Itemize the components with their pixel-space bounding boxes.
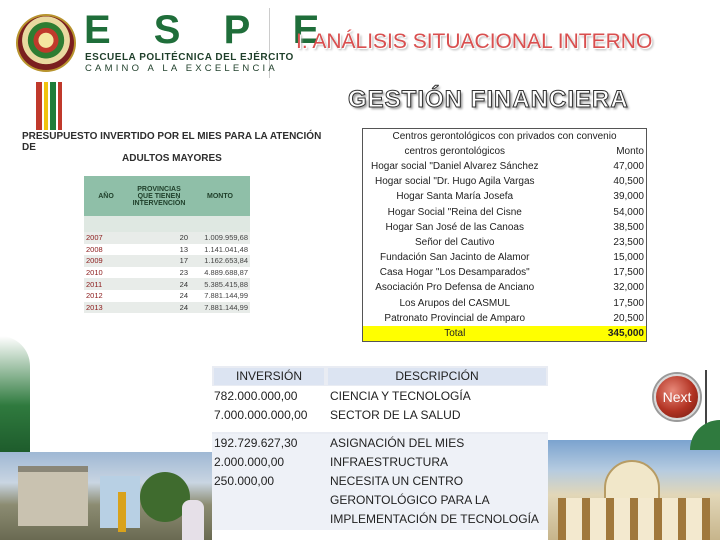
table-row bbox=[363, 204, 647, 219]
budget-title-line1: PRESUPUESTO INVERTIDO POR EL MIES PARA LA ATENCIÓN DE bbox=[22, 131, 322, 153]
flag-shape bbox=[118, 492, 126, 532]
centers-title-row bbox=[363, 129, 647, 144]
table-row bbox=[84, 232, 250, 244]
table-row bbox=[363, 311, 647, 326]
center-name: Los Arupos del CASMUL bbox=[399, 297, 511, 309]
center-amount: 54,000 bbox=[613, 206, 644, 218]
table-row bbox=[363, 235, 647, 250]
table-row bbox=[84, 267, 250, 279]
centers-total-value: 345,000 bbox=[547, 326, 647, 341]
budget-title bbox=[22, 131, 322, 164]
budget-amount: 5.385.415,88 bbox=[190, 278, 250, 290]
campus-photo bbox=[0, 452, 212, 540]
investment-amount: 2.000.000,00 bbox=[214, 455, 285, 469]
centers-header-name: centros gerontológicos bbox=[404, 145, 506, 157]
investment-description: CIENCIA Y TECNOLOGÍA bbox=[330, 389, 471, 403]
table-row bbox=[363, 265, 647, 280]
budget-provinces: 24 bbox=[128, 290, 190, 302]
centers-title: Centros gerontológicos con privados con convenio bbox=[392, 130, 617, 142]
investment-amount: 192.729.627,30 bbox=[214, 436, 298, 450]
budget-year: 2013 bbox=[84, 302, 128, 314]
table-row bbox=[363, 250, 647, 265]
investment-description: ASIGNACIÓN DEL MIES bbox=[330, 436, 465, 450]
budget-provinces: 20 bbox=[128, 232, 190, 244]
table-row bbox=[363, 189, 647, 204]
budget-header-year: AÑO bbox=[84, 176, 128, 216]
centers-header-row bbox=[363, 144, 647, 159]
center-amount: 17,500 bbox=[613, 297, 644, 309]
table-row bbox=[363, 220, 647, 235]
center-name: Hogar social "Daniel Alvarez Sánchez bbox=[370, 160, 539, 172]
investment-block-a bbox=[212, 386, 548, 432]
budget-year: 2007 bbox=[84, 232, 128, 244]
investment-description: GERONTOLÓGICO PARA LA bbox=[330, 493, 490, 507]
budget-year: 2008 bbox=[84, 244, 128, 256]
budget-provinces: 24 bbox=[128, 278, 190, 290]
espe-logo-name: ESCUELA POLITÉCNICA DEL EJÉRCITO bbox=[85, 52, 294, 63]
investment-description: SECTOR DE LA SALUD bbox=[330, 408, 461, 422]
table-row bbox=[363, 280, 647, 295]
table-row bbox=[363, 296, 647, 311]
center-amount: 32,000 bbox=[613, 282, 644, 294]
next-button[interactable] bbox=[654, 374, 700, 420]
center-amount: 38,500 bbox=[613, 221, 644, 233]
centers-table bbox=[362, 128, 647, 342]
building-shape bbox=[18, 466, 88, 526]
center-name: Casa Hogar "Los Desamparados" bbox=[379, 267, 530, 279]
investment-description: NECESITA UN CENTRO bbox=[330, 474, 464, 488]
decorative-swoosh bbox=[690, 420, 720, 450]
budget-provinces: 23 bbox=[128, 267, 190, 279]
investment-header-amount: INVERSIÓN bbox=[214, 368, 324, 385]
budget-provinces: 13 bbox=[128, 244, 190, 256]
table-spacer-row bbox=[84, 216, 250, 232]
budget-year: 2011 bbox=[84, 278, 128, 290]
budget-year: 2012 bbox=[84, 290, 128, 302]
person-shape bbox=[182, 500, 204, 540]
arches-shape bbox=[558, 498, 710, 540]
center-name: Fundación San Jacinto de Alamor bbox=[379, 252, 530, 264]
centers-header-amount: Monto bbox=[616, 145, 644, 157]
budget-amount: 1.141.041,48 bbox=[190, 244, 250, 256]
investment-header-description: DESCRIPCIÓN bbox=[328, 368, 546, 385]
espe-logo-letters: E S P E bbox=[84, 8, 336, 52]
center-name: Hogar social "Dr. Hugo Agila Vargas bbox=[374, 176, 535, 188]
budget-amount: 1.162.653,84 bbox=[190, 255, 250, 267]
decorative-stripe bbox=[36, 82, 42, 130]
decorative-stripe bbox=[58, 82, 62, 130]
center-name: Patronato Provincial de Amparo bbox=[384, 312, 526, 324]
decorative-stripe bbox=[50, 82, 56, 130]
budget-year: 2010 bbox=[84, 267, 128, 279]
investment-amount: 250.000,00 bbox=[214, 474, 275, 488]
slide-subtitle: GESTIÓN FINANCIERA bbox=[348, 86, 629, 113]
espe-seal-icon bbox=[16, 14, 76, 72]
budget-provinces: 17 bbox=[128, 255, 190, 267]
budget-table bbox=[84, 176, 250, 313]
center-name: Hogar Santa María Josefa bbox=[396, 191, 514, 203]
center-amount: 47,000 bbox=[613, 160, 644, 172]
investment-description: IMPLEMENTACIÓN DE TECNOLOGÍA bbox=[330, 512, 539, 526]
center-amount: 40,500 bbox=[613, 176, 644, 188]
dome-shape bbox=[604, 460, 660, 500]
espe-logo-motto: CAMINO A LA EXCELENCIA bbox=[85, 63, 278, 74]
investment-header bbox=[212, 366, 548, 386]
decorative-swoosh bbox=[0, 336, 30, 452]
investment-amount: 782.000.000,00 bbox=[214, 389, 298, 403]
center-amount: 23,500 bbox=[613, 236, 644, 248]
investment-table bbox=[212, 366, 548, 530]
budget-year: 2009 bbox=[84, 255, 128, 267]
center-amount: 17,500 bbox=[613, 267, 644, 279]
table-row bbox=[363, 174, 647, 189]
facility-photo bbox=[548, 440, 720, 540]
table-row bbox=[84, 290, 250, 302]
table-row bbox=[363, 159, 647, 174]
investment-amount: 7.000.000.000,00 bbox=[214, 408, 308, 422]
budget-header-provinces: PROVINCIAS QUE TIENEN INTERVENCIÓN bbox=[128, 176, 190, 216]
table-row bbox=[84, 278, 250, 290]
next-button-label: Next bbox=[662, 389, 692, 405]
table-row bbox=[84, 255, 250, 267]
table-row bbox=[84, 302, 250, 314]
budget-amount: 7.881.144,99 bbox=[190, 290, 250, 302]
budget-amount: 4.889.688,87 bbox=[190, 267, 250, 279]
investment-block-b bbox=[212, 434, 548, 530]
budget-amount: 7.881.144,99 bbox=[190, 302, 250, 314]
center-name: Hogar Social "Reina del Cisne bbox=[387, 206, 522, 218]
table-row bbox=[84, 244, 250, 256]
center-amount: 20,500 bbox=[613, 312, 644, 324]
slide-title: I. ANÁLISIS SITUACIONAL INTERNO bbox=[296, 30, 653, 53]
budget-title-line2: ADULTOS MAYORES bbox=[122, 153, 222, 164]
budget-header-amount: MONTO bbox=[190, 176, 250, 216]
center-name: Señor del Cautivo bbox=[415, 236, 495, 248]
budget-amount: 1.009.959,68 bbox=[190, 232, 250, 244]
center-name: Asociación Pro Defensa de Anciano bbox=[375, 282, 535, 294]
investment-description: INFRAESTRUCTURA bbox=[330, 455, 449, 469]
centers-total-row bbox=[363, 326, 647, 341]
decorative-stripe bbox=[44, 82, 48, 130]
center-amount: 39,000 bbox=[613, 191, 644, 203]
center-amount: 15,000 bbox=[613, 252, 644, 264]
centers-total-label: Total bbox=[363, 326, 547, 341]
center-name: Hogar San José de las Canoas bbox=[385, 221, 524, 233]
budget-provinces: 24 bbox=[128, 302, 190, 314]
